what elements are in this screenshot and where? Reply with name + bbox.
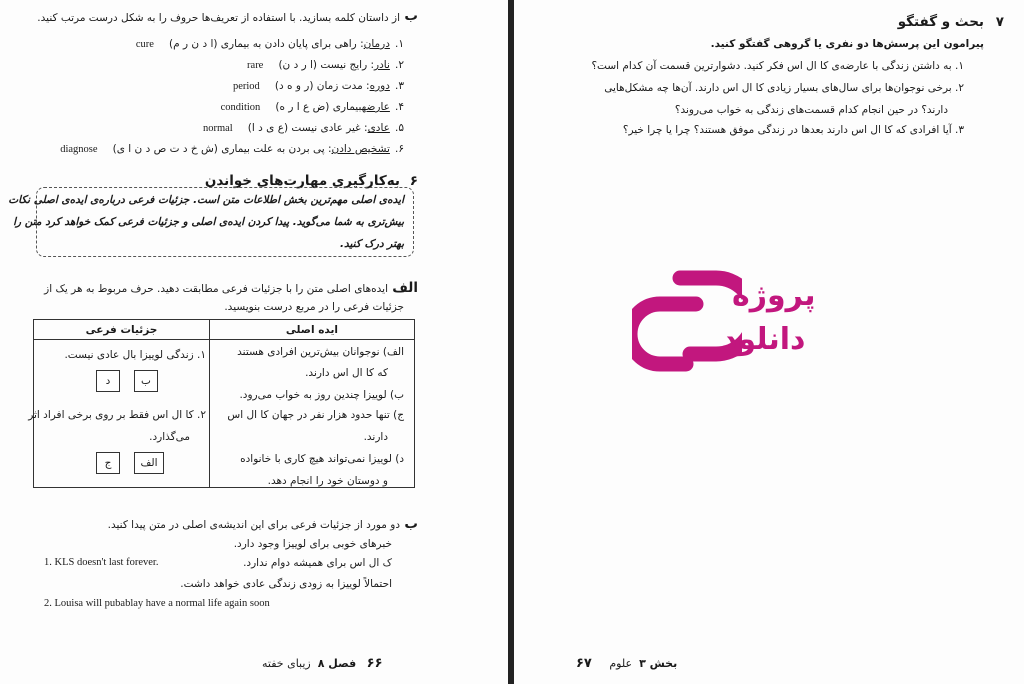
tip-note-line: بهتر درک کنید. [339,238,404,250]
vocab-item: ۶. تشخیص دادن: پی بردن به علت بیماری (ش خ د ت ص د ن ا ی) diagnose [60,143,404,155]
main-idea-line: د) لوییزا نمی‌تواند هیچ کاری با خانواده [240,453,404,465]
main-idea-line: و دوستان خود را انجام دهد. [267,475,388,487]
question-2: ۲. برخی نوجوان‌ها برای سال‌های بسیار زیادی کا ال اس دارند. آن‌ها چه مشکل‌هایی [604,82,964,94]
answer-en-2: 2. Louisa will pubablay have a normal life again soon [44,598,270,609]
section-7-instruction: پیرامون این پرسش‌ها دو نفری یا گروهی گفتگو کنید. [710,38,984,50]
section-7-title: بحث و گفتگو [897,14,984,30]
column-header-main: ایده اصلی [209,320,414,340]
section-7-number: ۷ [995,14,1004,30]
answer-box[interactable]: د [96,370,120,392]
question-1: ۱. به داشتن زندگی با عارضه‌ی کا ال اس فکر کنید. دشوارترین قسمت آن کدام است؟ [591,60,964,72]
main-idea-line: دارند. [363,431,388,443]
section-b-instruction: از داستان کلمه بسازید. با استفاده از تعریف‌ها حروف را به شکل درست مرتب کنید. [37,12,400,24]
vocab-item: ۵. عادی: غیر عادی نیست (ع ی د ا) normal [202,122,404,134]
left-page [0,0,508,684]
main-idea-statement: خبرهای خوبی برای لوییزا وجود دارد. [233,538,392,550]
tip-note-line: ایده‌ی اصلی مهم‌ترین بخش اطلاعات متن است. جزئیات فرعی درباره‌ی ایده‌ی اصلی نکات [8,194,404,206]
question-2-cont: دارند؟ در حین انجام کدام قسمت‌های زندگی به خواب می‌روند؟ [674,104,948,116]
chapter-label: فصل ۸ [317,657,357,670]
logo-text: دانلود [722,322,806,357]
page-footer-left [262,656,383,671]
watermark-logo [632,268,852,388]
detail-line: ۲. کا ال اس فقط بر روی برخی افراد اثر [28,409,206,421]
main-idea-line: ب) لوییزا چندین روز به خواب می‌رود. [239,389,404,401]
vocab-item: ۳. دوره: مدت زمان (ر و ه د) period [232,80,404,92]
detail-line: ۱. زندگی لوییزا بال عادی نیست. [64,349,206,361]
detail-line: می‌گذارد. [149,431,190,443]
vocab-item: ۴. عارضهبیماری (ض ع ا ر ه) condition [220,101,404,113]
vocab-item: ۲. نادر: رایج نیست (ا ر د ن) rare [247,59,404,71]
chapter-title: زیبای خفته [262,657,311,670]
section-alef-instruction: جزئیات فرعی را در مربع درست بنویسید. [224,301,404,313]
section-alef-label: الف [392,280,418,296]
main-idea-line: ج) تنها حدود هزار نفر در جهان کا ال اس [227,409,404,421]
section-6-number: ۶ [409,173,418,189]
right-page [514,0,1024,684]
answer-box[interactable]: ب [134,370,158,392]
page-footer-right [576,656,677,671]
logo-text: پروژه [732,278,816,313]
question-3: ۳. آیا افرادی که کا ال اس دارند بعدها در زندگی موفق هستند؟ چرا یا چرا خیر؟ [622,124,964,136]
page-number: ۶۷ [576,656,592,671]
answer-box[interactable]: الف [134,452,164,474]
answer-fa-1: ک ال اس برای همیشه دوام ندارد. [243,557,392,569]
subject-label: علوم [609,657,633,670]
main-idea-line: که کا ال اس دارند. [305,367,388,379]
section-alef-instruction: ایده‌های اصلی متن را با جزئیات فرعی مطابقت دهید. حرف مربوط به هر یک از [44,283,388,295]
answer-fa-2: احتمالاً لوییزا به زودی زندگی عادی خواهد داشت. [180,578,392,590]
section-6-title: به‌کارگیری مهارت‌های خواندن [204,173,400,189]
main-idea-line: الف) نوجوانان بیش‌ترین افرادی هستند [237,346,404,358]
section-b2-instruction: دو مورد از جزئیات فرعی برای این اندیشه‌ی اصلی در متن پیدا کنید. [107,519,400,531]
page-number: ۶۶ [366,656,383,671]
section-b-label: ب [404,8,418,24]
vocab-item: ۱. درمان: راهی برای پایان دادن به بیماری (ا د ن ر م) cure [135,38,404,50]
tip-note-line: بیش‌تری به شما می‌گوید. پیدا کردن ایده‌ی اصلی و جزئیات فرعی کمک خواهد کرد متن را [13,216,404,228]
section-b2-label: ب [404,516,418,532]
column-header-detail: جزئیات فرعی [34,320,210,340]
section-label: بخش ۳ [639,657,678,670]
answer-box[interactable]: ج [96,452,120,474]
answer-en-1: 1. KLS doesn't last forever. [44,557,159,568]
